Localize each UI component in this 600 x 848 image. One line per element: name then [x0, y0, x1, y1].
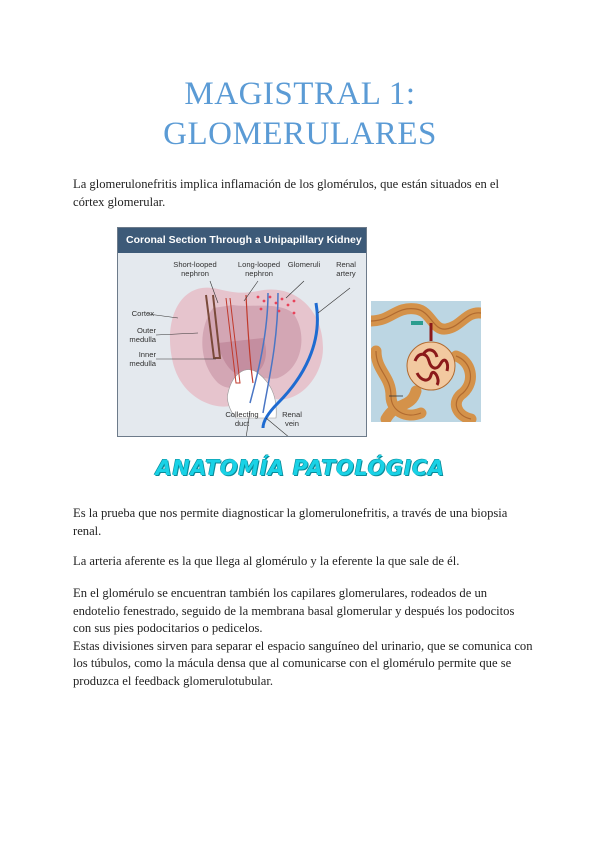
- paragraph-arteria: La arteria aferente es la que llega al glomérulo y la eferente la que sale de él.: [73, 554, 460, 568]
- label-inner-medulla: Inner medulla: [129, 350, 156, 368]
- document-title-line-2: GLOMERULARES: [163, 116, 437, 152]
- paragraph-glomerulo: [73, 585, 533, 690]
- figure-heading: Coronal Section Through a Unipapillary Kidney: [118, 228, 366, 253]
- label-renal-artery: Renal artery: [336, 260, 356, 278]
- label-glomeruli: Glomeruli: [287, 260, 321, 269]
- paragraph-divisiones: Estas divisiones sirven para separar el espacio sanguíneo del urinario, que se comunica con los túbulos, como la mácula densa que al comunicarse con el glomérulo permite que se produzca el feedback glomerulotubular.: [73, 638, 533, 688]
- label-collecting-duct: Collecting duct: [225, 410, 259, 428]
- glomerulus-drawing: [371, 301, 481, 422]
- paragraph-biopsia: Es la prueba que nos permite diagnosticar la glomerulonefritis, a través de una biopsia renal.: [73, 506, 508, 538]
- label-long-looped-nephron: Long-looped nephron: [237, 260, 281, 278]
- document-title-line-1: MAGISTRAL 1:: [184, 76, 416, 112]
- section-heading: ANATOMÍA PATOLÓGICA: [155, 456, 445, 480]
- label-short-looped-nephron: Short-looped nephron: [173, 260, 217, 278]
- kidney-diagram: [117, 227, 367, 437]
- glomerulus-illustration: [371, 301, 481, 422]
- intro-paragraph: La glomerulonefritis implica inflamación de los glomérulos, que están situados en el córtex glomerular.: [73, 177, 499, 209]
- kidney-illustration: [118, 253, 366, 436]
- label-outer-medulla: Outer medulla: [129, 326, 156, 344]
- paragraph-capilares: En el glomérulo se encuentran también los capilares glomerulares, rodeados de un endotelio fenestrado, seguido de la membrana basal glomerular y después los podocitos con sus pies podocitarios o pedicelos.: [73, 586, 515, 635]
- label-renal-vein: Renal vein: [282, 410, 302, 428]
- label-cortex: Cortex: [131, 309, 154, 318]
